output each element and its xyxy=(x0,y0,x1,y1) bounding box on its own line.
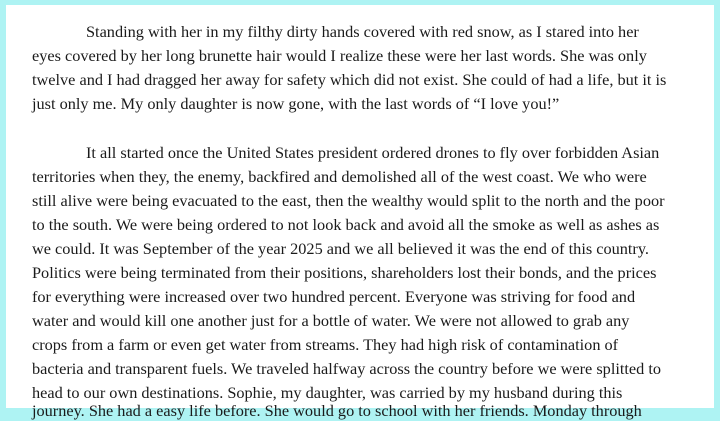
paragraph-2-line-12: journey. She had a easy life before. She would go to school with her friends. Monday through xyxy=(32,401,642,420)
paragraph-1-line-3: twelve and I had dragged her away for safety which did not exist. She could of had a life, but it is xyxy=(32,70,667,89)
paragraph-2-line-8: water and would kill one another just for a bottle of water. We were not allowed to grab any xyxy=(32,311,630,330)
paragraph-1-line-4: just only me. My only daughter is now gone, with the last words of “I love you!” xyxy=(32,94,560,113)
paragraph-2-line-6: Politics were being terminated from their positions, shareholders lost their bonds, and the prices xyxy=(32,263,657,282)
paragraph-2-line-10: bacteria and transparent fuels. We traveled halfway across the country before we were splitted to xyxy=(32,359,662,378)
document-page xyxy=(6,5,714,420)
paragraph-2-line-9: crops from a farm or even get water from streams. They had high risk of contamination of xyxy=(32,335,619,354)
paragraph-1-line-2: eyes covered by her long brunette hair would I realize these were her last words. She was only xyxy=(32,46,647,65)
paragraph-2-line-5: we could. It was September of the year 2025 and we all believed it was the end of this country. xyxy=(32,239,649,258)
paragraph-2-line-1: It all started once the United States president ordered drones to fly over forbidden Asian xyxy=(86,143,660,162)
paragraph-2-line-3: still alive were being evacuated to the east, then the wealthy would split to the north and the poor xyxy=(32,191,665,210)
paragraph-2-line-7: for everything were increased over two hundred percent. Everyone was striving for food and xyxy=(32,287,636,306)
paragraph-2-line-2: territories when they, the enemy, backfired and demolished all of the west coast. We who were xyxy=(32,167,647,186)
paragraph-1-line-1: Standing with her in my filthy dirty hands covered with red snow, as I stared into her xyxy=(86,22,639,41)
paragraph-2-line-4: to the south. We were being ordered to not look back and avoid all the smoke as well as ashes as xyxy=(32,215,660,234)
paragraph-2-line-11: head to our own destinations. Sophie, my daughter, was carried by my husband during this xyxy=(32,383,623,402)
